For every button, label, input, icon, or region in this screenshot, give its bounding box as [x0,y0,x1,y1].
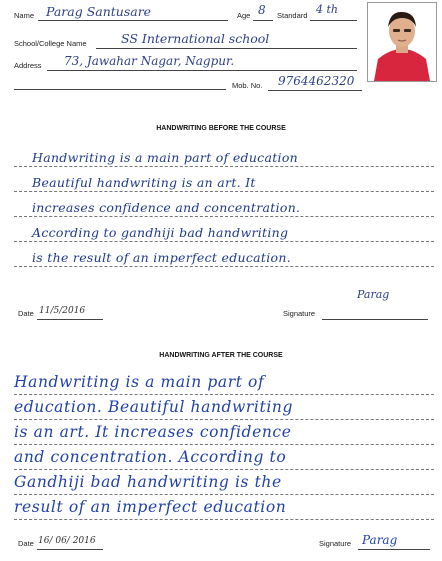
before-rule-line [14,191,434,192]
after-signature-value: Parag [362,533,398,547]
before-heading: HANDWRITING BEFORE THE COURSE [156,125,286,132]
after-rule-line [14,394,434,395]
after-rule-line [14,419,434,420]
before-signature-mark: Parag [357,288,390,301]
after-rule-line [14,494,434,495]
before-date-underline [37,319,103,320]
age-label: Age [237,11,251,20]
after-heading: HANDWRITING AFTER THE COURSE [159,352,283,359]
school-underline [96,48,357,49]
before-signature-underline [322,319,428,320]
school-value: SS International school [121,31,270,46]
name-value: Parag Santusare [46,4,152,19]
after-date-value: 16/ 06/ 2016 [38,536,96,546]
before-signature-label: Signature [283,309,316,318]
mob-underline [268,90,362,91]
before-line-2: Beautiful handwriting is an art. It [32,175,256,190]
after-date-underline [37,549,103,550]
before-line-4: According to gandhiji bad handwriting [32,225,289,240]
before-line-3: increases confidence and concentration. [32,200,301,215]
after-rule-line [14,469,434,470]
age-value: 8 [258,3,266,17]
after-line-5: Gandhiji bad handwriting is the [14,473,282,491]
after-rule-line [14,444,434,445]
after-signature-label: Signature [319,539,352,548]
before-date-label: Date [18,309,34,318]
before-rule-line [14,241,434,242]
student-photo-image [368,3,436,81]
standard-label: Standard [277,11,308,20]
standard-value: 4 th [316,3,338,16]
before-line-1: Handwriting is a main part of education [32,150,299,165]
after-line-1: Handwriting is a main part of [14,373,265,391]
after-signature-underline [358,549,430,550]
after-line-4: and concentration. According to [14,448,287,466]
after-line-6: result of an imperfect education [14,498,287,516]
address-value: 73, Jawahar Nagar, Nagpur. [64,54,235,68]
student-photo [367,2,437,82]
before-rule-line [14,166,434,167]
school-label: School/College Name [14,39,87,48]
after-line-3: is an art. It increases confidence [14,423,292,441]
after-line-2: education. Beautiful handwriting [14,398,293,416]
address-label: Address [14,61,42,70]
age-underline [253,20,273,21]
before-line-5: is the result of an imperfect education. [32,250,291,265]
name-label: Name [14,11,35,20]
standard-underline [310,20,357,21]
mob-value: 9764462320 [278,74,355,88]
address-underline [47,70,357,71]
name-underline [38,20,228,21]
before-rule-line [14,216,434,217]
before-date-value: 11/5/2016 [39,306,86,316]
after-rule-line [14,519,434,520]
before-rule-line [14,266,434,267]
after-date-label: Date [18,539,34,548]
address-underline-2 [14,89,226,90]
mob-label: Mob. No. [232,81,263,90]
